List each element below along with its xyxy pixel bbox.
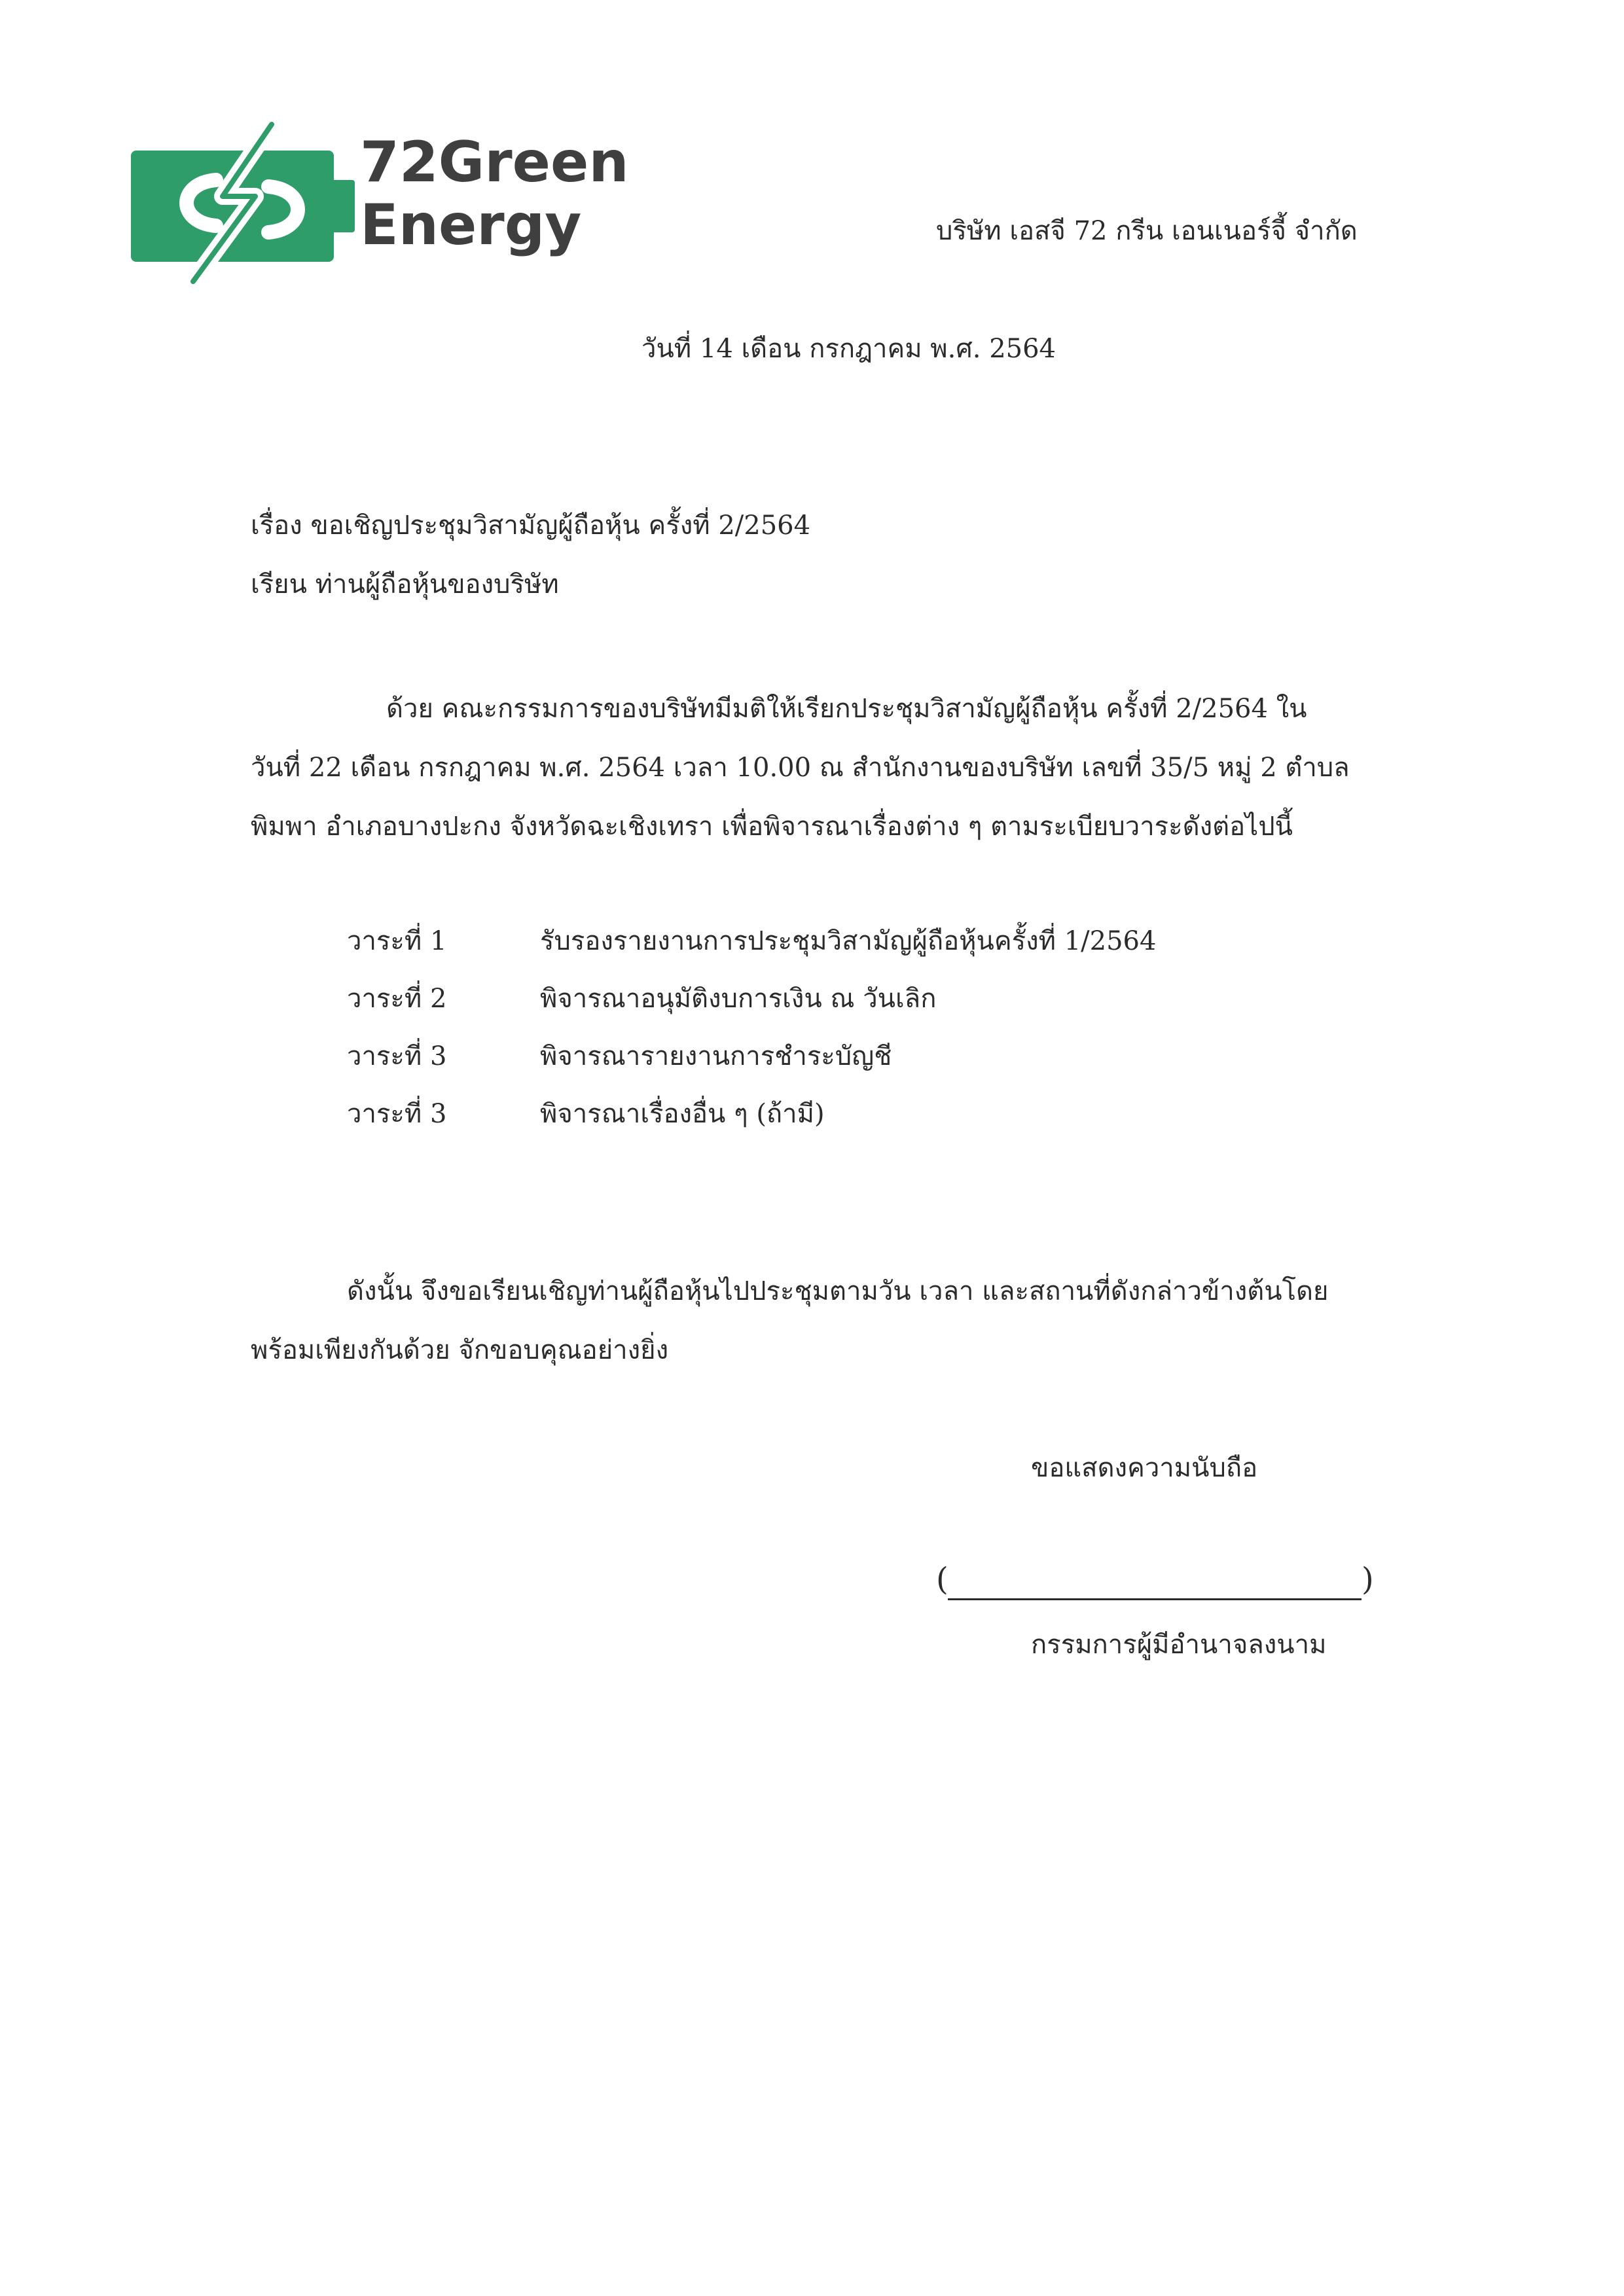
letter-date: วันที่ 14 เดือน กรกฎาคม พ.ศ. 2564 — [641, 334, 1056, 364]
agenda-number-4: วาระที่ 3 — [347, 1099, 447, 1129]
company-name: บริษัท เอสจี 72 กรีน เอนเนอร์จี้ จำกัด — [936, 216, 1358, 246]
body-line-1: ด้วย คณะกรรมการของบริษัทมีมติให้เรียกประชุมวิสามัญผู้ถือหุ้น ครั้งที่ 2/2564 ใน — [386, 694, 1307, 724]
signature-line — [948, 1598, 1362, 1600]
agenda-text-4: พิจารณาเรื่องอื่น ๆ (ถ้ามี) — [540, 1099, 825, 1129]
logo-line-1: 72Green — [360, 130, 629, 195]
body-line-3: พิมพา อำเภอบางปะกง จังหวัดฉะเชิงเทรา เพื่อพิจารณาเรื่องต่าง ๆ ตามระเบียบวาระดังต่อไปนี้ — [251, 812, 1293, 842]
agenda-text-2: พิจารณาอนุมัติงบการเงิน ณ วันเลิก — [540, 984, 937, 1014]
closing-line-2: พร้อมเพียงกันด้วย จักขอบคุณอย่างยิ่ง — [251, 1335, 669, 1365]
signature-open-paren: ( — [936, 1561, 948, 1598]
company-logo-icon — [131, 118, 367, 288]
letter-subject: เรื่อง ขอเชิญประชุมวิสามัญผู้ถือหุ้น ครั้งที่ 2/2564 — [251, 511, 811, 541]
agenda-number-3: วาระที่ 3 — [347, 1041, 447, 1071]
agenda-number-1: วาระที่ 1 — [347, 926, 447, 956]
signer-title: กรรมการผู้มีอำนาจลงนาม — [1031, 1630, 1327, 1660]
letter-recipient: เรียน ท่านผู้ถือหุ้นของบริษัท — [251, 569, 559, 600]
signature-close-paren: ) — [1362, 1561, 1374, 1598]
agenda-number-2: วาระที่ 2 — [347, 984, 447, 1014]
closing-line-1: ดังนั้น จึงขอเรียนเชิญท่านผู้ถือหุ้นไปประชุมตามวัน เวลา และสถานที่ดังกล่าวข้างต้นโดย — [347, 1276, 1329, 1306]
body-line-2: วันที่ 22 เดือน กรกฎาคม พ.ศ. 2564 เวลา 10.00 ณ สำนักงานของบริษัท เลขที่ 35/5 หมู่ 2 ตำบล — [251, 753, 1350, 783]
closing-regards: ขอแสดงความนับถือ — [1031, 1453, 1258, 1483]
logo-wordmark — [360, 131, 629, 257]
logo-line-2: Energy — [360, 192, 582, 258]
agenda-text-3: พิจารณารายงานการชำระบัญชี — [540, 1041, 892, 1071]
agenda-text-1: รับรองรายงานการประชุมวิสามัญผู้ถือหุ้นครั้งที่ 1/2564 — [540, 926, 1157, 956]
